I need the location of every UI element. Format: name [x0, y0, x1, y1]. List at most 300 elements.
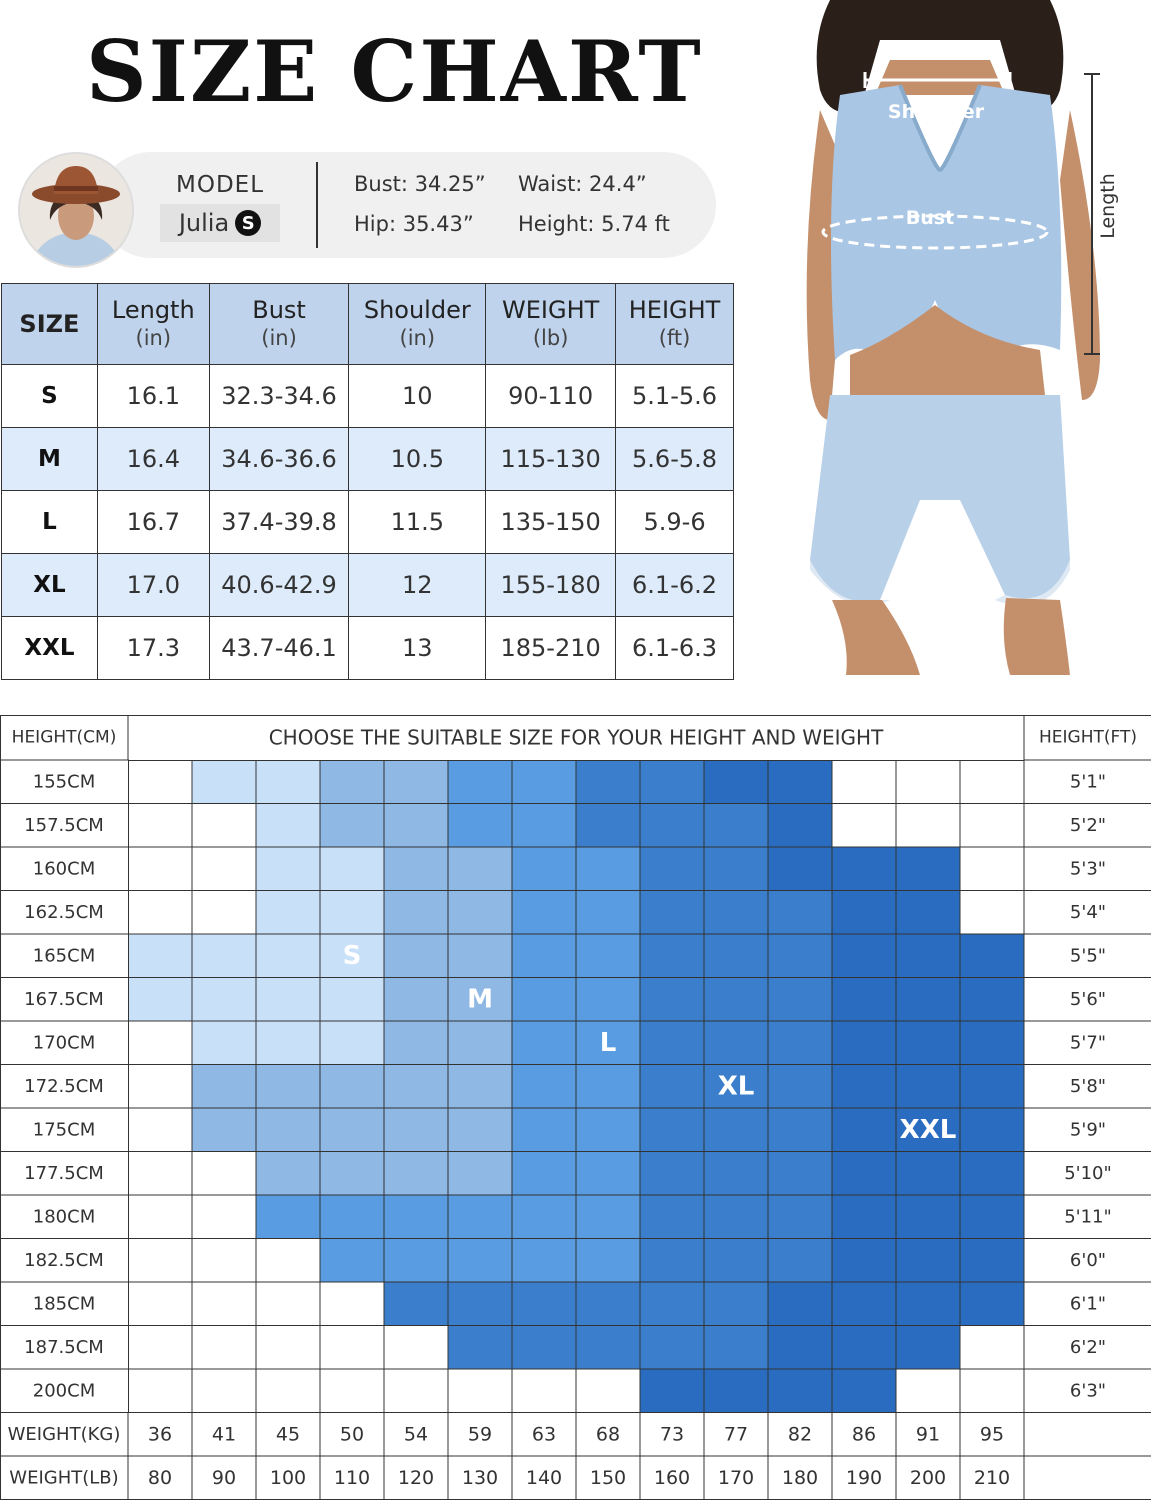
- cell-length: 17.3: [97, 617, 209, 680]
- grid-cell: [640, 1021, 704, 1065]
- cell-shoulder: 10: [349, 365, 486, 428]
- grid-cell: [384, 1108, 448, 1152]
- grid-cell: [384, 934, 448, 978]
- grid-cell: [512, 934, 576, 978]
- weight-kg-value: 86: [851, 1423, 877, 1446]
- grid-cell: [256, 1369, 320, 1413]
- model-card: [18, 152, 718, 262]
- weight-kg-value: 82: [787, 1423, 813, 1446]
- weight-lb-value: 200: [909, 1466, 947, 1489]
- grid-cell: [640, 847, 704, 891]
- grid-cell: [576, 804, 640, 848]
- grid-cell: [576, 847, 640, 891]
- grid-cell: [384, 1369, 448, 1413]
- grid-cell: [448, 1326, 512, 1370]
- grid-cell: [320, 978, 384, 1022]
- grid-cell: [768, 1065, 832, 1109]
- grid-cell: [448, 934, 512, 978]
- grid-cell: [832, 891, 896, 935]
- grid-cell: [448, 1065, 512, 1109]
- grid-cell: [640, 1326, 704, 1370]
- height-ft-label: 6'1": [1069, 1293, 1107, 1315]
- bust-label: Bust: [905, 207, 955, 229]
- grid-cell: [640, 1282, 704, 1326]
- grid-cell: [320, 1108, 384, 1152]
- grid-cell: [640, 804, 704, 848]
- grid-cell: [960, 760, 1024, 804]
- grid-cell: [704, 1239, 768, 1283]
- height-cm-label: 172.5CM: [24, 1075, 104, 1097]
- grid-cell: [640, 1239, 704, 1283]
- grid-cell: [384, 891, 448, 935]
- size-grid-chart: [0, 715, 1151, 1500]
- height-ft-label: 5'10": [1064, 1162, 1112, 1184]
- grid-cell: [512, 1369, 576, 1413]
- height-ft-label: 5'7": [1069, 1032, 1107, 1054]
- table-row: [2, 617, 734, 680]
- height-ft-label: 5'4": [1069, 901, 1107, 923]
- grid-cell: [704, 1152, 768, 1196]
- grid-cell: [768, 1152, 832, 1196]
- grid-cell: [576, 1195, 640, 1239]
- grid-cell: [256, 1021, 320, 1065]
- grid-cell: [960, 847, 1024, 891]
- grid-cell: [576, 1369, 640, 1413]
- page-title: SIZE CHART: [86, 22, 703, 121]
- header-length: Length (in): [97, 284, 209, 365]
- grid-cell: [384, 1195, 448, 1239]
- cell-bust: 34.6-36.6: [209, 428, 349, 491]
- grid-cell: [960, 1152, 1024, 1196]
- cell-weight: 135-150: [486, 491, 616, 554]
- grid-cell: [832, 1282, 896, 1326]
- grid-cell: [704, 1195, 768, 1239]
- cell-size: M: [2, 428, 98, 491]
- cell-height: 5.6-5.8: [616, 428, 734, 491]
- grid-cell: [896, 978, 960, 1022]
- grid-cell: [512, 1065, 576, 1109]
- grid-cell: [768, 847, 832, 891]
- grid-cell: [256, 847, 320, 891]
- grid-cell: [192, 1021, 256, 1065]
- grid-cell: [128, 891, 192, 935]
- cell-length: 17.0: [97, 554, 209, 617]
- grid-cell: [256, 1282, 320, 1326]
- grid-cell: [384, 847, 448, 891]
- height-ft-label: 6'3": [1069, 1380, 1107, 1402]
- grid-cell: [768, 1108, 832, 1152]
- grid-cell: [704, 1282, 768, 1326]
- grid-cell: [640, 760, 704, 804]
- grid-cell: [832, 1021, 896, 1065]
- grid-cell: [512, 1108, 576, 1152]
- cell-bust: 40.6-42.9: [209, 554, 349, 617]
- table-row: [2, 554, 734, 617]
- cell-length: 16.1: [97, 365, 209, 428]
- grid-cell: [128, 760, 192, 804]
- grid-cell: [960, 1282, 1024, 1326]
- weight-kg-value: 54: [403, 1423, 429, 1446]
- grid-cell: [832, 1369, 896, 1413]
- cell-bust: 37.4-39.8: [209, 491, 349, 554]
- grid-cell: [704, 891, 768, 935]
- grid-cell: [128, 1065, 192, 1109]
- grid-cell: [832, 1326, 896, 1370]
- grid-cell: [320, 847, 384, 891]
- cell-weight: 90-110: [486, 365, 616, 428]
- cell-length: 16.4: [97, 428, 209, 491]
- grid-cell: [704, 934, 768, 978]
- model-divider: [316, 162, 318, 248]
- grid-cell: [256, 978, 320, 1022]
- grid-cell: [704, 1369, 768, 1413]
- grid-cell: [384, 804, 448, 848]
- height-ft-label: 5'9": [1069, 1119, 1107, 1141]
- height-ft-label: 5'5": [1069, 945, 1107, 967]
- weight-kg-value: 50: [339, 1423, 365, 1446]
- grid-cell: [960, 1326, 1024, 1370]
- grid-cell: [576, 1282, 640, 1326]
- grid-cell: [896, 1021, 960, 1065]
- grid-cell: [192, 1369, 256, 1413]
- grid-cell: [832, 804, 896, 848]
- model-size-badge: S: [235, 210, 261, 236]
- grid-cell: [320, 1369, 384, 1413]
- grid-cell: [512, 978, 576, 1022]
- grid-cell: [832, 1239, 896, 1283]
- grid-cell: [960, 1021, 1024, 1065]
- grid-cell: [256, 1195, 320, 1239]
- grid-cell: [768, 1021, 832, 1065]
- weight-kg-header: WEIGHT(KG): [7, 1423, 121, 1445]
- grid-cell: [128, 934, 192, 978]
- model-name-badge: [160, 204, 280, 242]
- height-ft-label: 6'2": [1069, 1336, 1107, 1358]
- weight-kg-value: 63: [531, 1423, 557, 1446]
- size-table-header: [2, 284, 734, 365]
- height-ft-label: 6'0": [1069, 1249, 1107, 1271]
- grid-cell: [640, 1369, 704, 1413]
- grid-cell: [768, 1326, 832, 1370]
- height-cm-label: 177.5CM: [24, 1162, 104, 1184]
- grid-cell: [704, 1326, 768, 1370]
- grid-cell: [896, 1282, 960, 1326]
- grid-cell: [832, 760, 896, 804]
- grid-cell: [320, 1152, 384, 1196]
- grid-cell: [512, 891, 576, 935]
- grid-cell: [896, 847, 960, 891]
- grid-cell: [128, 1195, 192, 1239]
- grid-cell: [896, 760, 960, 804]
- cell-shoulder: 13: [349, 617, 486, 680]
- grid-cell: [448, 1239, 512, 1283]
- cell-height: 5.9-6: [616, 491, 734, 554]
- grid-cell: [320, 760, 384, 804]
- grid-cell: [576, 1239, 640, 1283]
- table-row: [2, 428, 734, 491]
- cell-weight: 155-180: [486, 554, 616, 617]
- height-cm-label: 182.5CM: [24, 1249, 104, 1271]
- grid-cell: [576, 1108, 640, 1152]
- grid-cell: [128, 1108, 192, 1152]
- grid-cell: [896, 804, 960, 848]
- weight-lb-value: 110: [333, 1466, 371, 1489]
- cell-height: 6.1-6.2: [616, 554, 734, 617]
- grid-cell: [576, 978, 640, 1022]
- product-photo: [770, 0, 1150, 675]
- grid-cell: [256, 891, 320, 935]
- model-waist: Waist: 24.4”: [518, 172, 647, 196]
- weight-lb-header: WEIGHT(LB): [9, 1467, 119, 1489]
- grid-cell: [512, 804, 576, 848]
- grid-cell: [640, 1065, 704, 1109]
- grid-cell: [384, 1282, 448, 1326]
- cell-size: XXL: [2, 617, 98, 680]
- height-cm-label: 180CM: [32, 1206, 96, 1228]
- cell-height: 5.1-5.6: [616, 365, 734, 428]
- chart-title: CHOOSE THE SUITABLE SIZE FOR YOUR HEIGHT AND WEIGHT: [268, 725, 884, 750]
- grid-cell: [192, 1152, 256, 1196]
- grid-cell: [832, 978, 896, 1022]
- model-name: Julia: [178, 209, 230, 237]
- grid-cell: [576, 934, 640, 978]
- weight-lb-value: 80: [147, 1466, 173, 1489]
- grid-cell: [704, 760, 768, 804]
- grid-cell: [960, 804, 1024, 848]
- weight-lb-value: 120: [397, 1466, 435, 1489]
- weight-kg-value: 59: [467, 1423, 493, 1446]
- grid-cell: [832, 1065, 896, 1109]
- grid-cell: [512, 1195, 576, 1239]
- grid-cell: [640, 934, 704, 978]
- grid-cell: [448, 1021, 512, 1065]
- cell-height: 6.1-6.3: [616, 617, 734, 680]
- grid-cell: [128, 847, 192, 891]
- grid-cell: [832, 1152, 896, 1196]
- grid-cell: [256, 1065, 320, 1109]
- grid-cell: [256, 804, 320, 848]
- grid-cell: [576, 760, 640, 804]
- height-cm-label: 187.5CM: [24, 1336, 104, 1358]
- height-cm-label: 170CM: [32, 1032, 96, 1054]
- grid-cell: [128, 1326, 192, 1370]
- grid-cell: [128, 1021, 192, 1065]
- header-bust: Bust (in): [209, 284, 349, 365]
- grid-cell: [384, 1239, 448, 1283]
- header-height: HEIGHT (ft): [616, 284, 734, 365]
- grid-cell: [512, 1239, 576, 1283]
- header-shoulder: Shoulder (in): [349, 284, 486, 365]
- grid-cell: [896, 1369, 960, 1413]
- height-cm-label: 165CM: [32, 945, 96, 967]
- grid-cell: [384, 1152, 448, 1196]
- grid-cell: [448, 1195, 512, 1239]
- cell-shoulder: 10.5: [349, 428, 486, 491]
- region-label-m: M: [467, 984, 493, 1015]
- grid-cell: [320, 1021, 384, 1065]
- weight-kg-value: 45: [275, 1423, 301, 1446]
- grid-cell: [192, 804, 256, 848]
- grid-cell: [512, 1326, 576, 1370]
- height-ft-label: 5'2": [1069, 814, 1107, 836]
- weight-lb-value: 100: [269, 1466, 307, 1489]
- weight-kg-value: 36: [147, 1423, 173, 1446]
- grid-cell: [704, 804, 768, 848]
- grid-cell: [256, 1152, 320, 1196]
- grid-cell: [192, 891, 256, 935]
- grid-cell: [768, 760, 832, 804]
- grid-cell: [960, 1195, 1024, 1239]
- weight-lb-value: 130: [461, 1466, 499, 1489]
- grid-cell: [320, 1065, 384, 1109]
- grid-cell: [128, 1369, 192, 1413]
- grid-cell: [768, 978, 832, 1022]
- grid-cell: [448, 1108, 512, 1152]
- grid-cell: [768, 934, 832, 978]
- weight-kg-value: 91: [915, 1423, 941, 1446]
- grid-cell: [512, 1152, 576, 1196]
- grid-cell: [768, 1195, 832, 1239]
- cell-length: 16.7: [97, 491, 209, 554]
- weight-lb-value: 210: [973, 1466, 1011, 1489]
- height-cm-label: 185CM: [32, 1293, 96, 1315]
- grid-cell: [128, 1152, 192, 1196]
- cell-weight: 185-210: [486, 617, 616, 680]
- cell-size: S: [2, 365, 98, 428]
- grid-cell: [512, 760, 576, 804]
- grid-cell: [320, 1195, 384, 1239]
- grid-cell: [448, 891, 512, 935]
- model-hip: Hip: 35.43”: [354, 212, 474, 236]
- grid-cell: [448, 1152, 512, 1196]
- grid-cell: [448, 1282, 512, 1326]
- height-ft-label: 5'3": [1069, 858, 1107, 880]
- grid-cell: [448, 847, 512, 891]
- grid-cell: [320, 891, 384, 935]
- grid-cell: [192, 1108, 256, 1152]
- height-ft-label: 5'8": [1069, 1075, 1107, 1097]
- grid-cell: [960, 1108, 1024, 1152]
- header-size: SIZE: [2, 284, 98, 365]
- grid-cell: [704, 1108, 768, 1152]
- grid-cell: [960, 934, 1024, 978]
- right-header-label: HEIGHT(FT): [1038, 727, 1138, 748]
- grid-cell: [896, 1152, 960, 1196]
- cell-bust: 32.3-34.6: [209, 365, 349, 428]
- weight-lb-value: 180: [781, 1466, 819, 1489]
- cell-shoulder: 12: [349, 554, 486, 617]
- grid-cell: [640, 1108, 704, 1152]
- grid-cell: [512, 847, 576, 891]
- grid-cell: [896, 934, 960, 978]
- region-label-xl: XL: [717, 1071, 755, 1102]
- grid-cell: [960, 1065, 1024, 1109]
- grid-cell: [640, 891, 704, 935]
- weight-lb-value: 140: [525, 1466, 563, 1489]
- grid-cell: [192, 978, 256, 1022]
- weight-lb-value: 190: [845, 1466, 883, 1489]
- height-ft-label: 5'1": [1069, 771, 1107, 793]
- grid-cell: [768, 1282, 832, 1326]
- grid-cell: [320, 1326, 384, 1370]
- weight-lb-value: 170: [717, 1466, 755, 1489]
- grid-cell: [640, 1195, 704, 1239]
- grid-cell: [768, 804, 832, 848]
- grid-cell: [640, 1152, 704, 1196]
- grid-cell: [320, 1239, 384, 1283]
- grid-cell: [896, 1065, 960, 1109]
- grid-cell: [192, 760, 256, 804]
- grid-cell: [960, 1369, 1024, 1413]
- model-bust: Bust: 34.25”: [354, 172, 486, 196]
- model-height: Height: 5.74 ft: [518, 212, 670, 236]
- grid-cell: [256, 1239, 320, 1283]
- region-label-s: S: [342, 940, 362, 971]
- grid-cell: [960, 891, 1024, 935]
- model-illustration: [770, 0, 1150, 675]
- cell-shoulder: 11.5: [349, 491, 486, 554]
- grid-cell: [256, 760, 320, 804]
- grid-cell: [128, 1282, 192, 1326]
- table-row: [2, 365, 734, 428]
- grid-cell: [384, 760, 448, 804]
- grid-cell: [192, 934, 256, 978]
- grid-cell: [384, 1021, 448, 1065]
- grid-cell: [832, 1108, 896, 1152]
- grid-cell: [640, 978, 704, 1022]
- grid-cell: [448, 804, 512, 848]
- grid-cell: [128, 978, 192, 1022]
- model-avatar: [18, 152, 134, 268]
- grid-cell: [448, 760, 512, 804]
- grid-cell: [192, 847, 256, 891]
- height-cm-label: 175CM: [32, 1119, 96, 1141]
- weight-kg-right-cell: [1024, 1413, 1151, 1457]
- grid-cell: [768, 1369, 832, 1413]
- height-cm-label: 155CM: [32, 771, 96, 793]
- height-ft-label: 5'11": [1064, 1206, 1112, 1228]
- grid-cell: [320, 804, 384, 848]
- height-cm-label: 162.5CM: [24, 901, 104, 923]
- height-cm-label: 157.5CM: [24, 814, 104, 836]
- weight-kg-value: 68: [595, 1423, 621, 1446]
- grid-cell: [832, 934, 896, 978]
- grid-cell: [512, 1021, 576, 1065]
- grid-cell: [192, 1326, 256, 1370]
- grid-cell: [832, 847, 896, 891]
- grid-cell: [896, 1239, 960, 1283]
- grid-cell: [576, 1065, 640, 1109]
- height-cm-label: 160CM: [32, 858, 96, 880]
- weight-lb-value: 150: [589, 1466, 627, 1489]
- grid-cell: [832, 1195, 896, 1239]
- grid-cell: [192, 1065, 256, 1109]
- grid-cell: [960, 978, 1024, 1022]
- grid-cell: [960, 1239, 1024, 1283]
- table-row: [2, 491, 734, 554]
- grid-cell: [128, 804, 192, 848]
- grid-cell: [192, 1195, 256, 1239]
- length-label: Length: [1097, 173, 1119, 239]
- cell-size: L: [2, 491, 98, 554]
- cell-size: XL: [2, 554, 98, 617]
- grid-cell: [896, 1195, 960, 1239]
- height-cm-label: 200CM: [32, 1380, 96, 1402]
- grid-cell: [384, 1065, 448, 1109]
- grid-cell: [896, 891, 960, 935]
- grid-cell: [704, 1021, 768, 1065]
- grid-cell: [704, 978, 768, 1022]
